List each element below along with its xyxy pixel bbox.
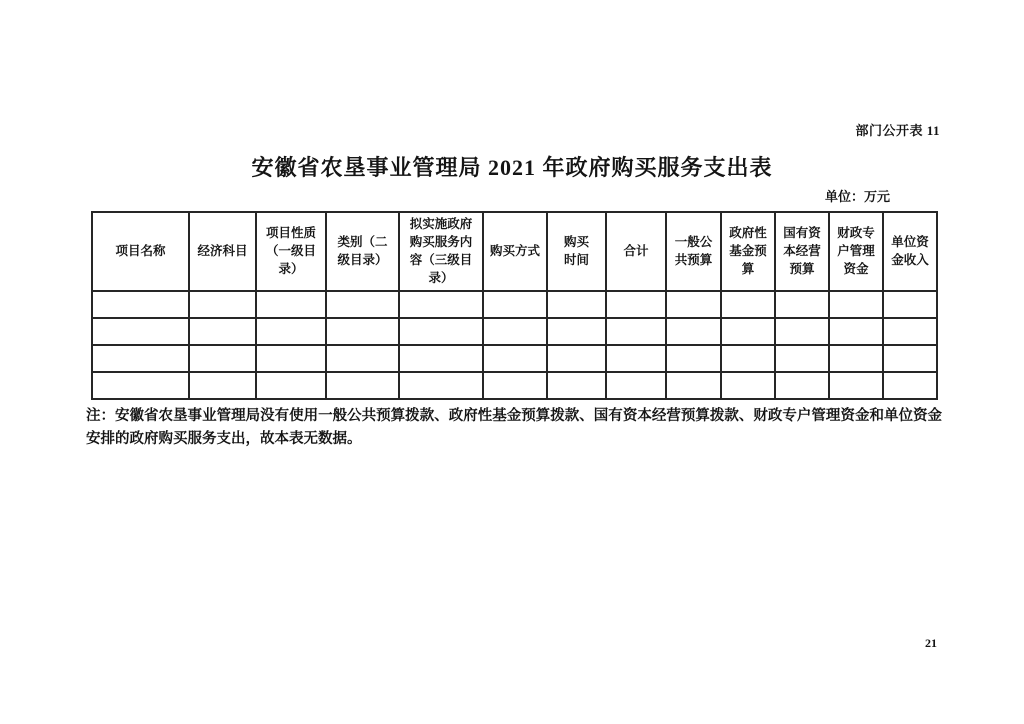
header-cell: 拟实施政府购买服务内容（三级目录） [399,212,483,291]
table-cell [883,318,937,345]
header-cell: 购买时间 [547,212,606,291]
table-cell [547,291,606,318]
table-cell [829,372,883,399]
page-title: 安徽省农垦事业管理局 2021 年政府购买服务支出表 [251,155,773,180]
table-cell [829,318,883,345]
header-cell: 财政专户管理资金 [829,212,883,291]
table-cell [256,318,326,345]
table-cell [547,318,606,345]
table-cell [483,291,547,318]
table-cell [666,291,721,318]
table-row [92,372,937,399]
table-cell [483,372,547,399]
unit-label: 单位：万元 [825,189,891,204]
table-cell [829,345,883,372]
table-cell [775,372,829,399]
table-cell [189,291,256,318]
table-cell [721,318,775,345]
table-cell [547,345,606,372]
table-body [92,291,937,399]
table-cell [326,291,399,318]
doc-label: 部门公开表 11 [855,123,940,138]
table-cell [92,291,189,318]
table-cell [666,345,721,372]
table-cell [721,345,775,372]
table-cell [883,291,937,318]
table-cell [606,318,666,345]
table-cell [189,345,256,372]
table-cell [775,345,829,372]
header-cell: 单位资金收入 [883,212,937,291]
table-cell [326,345,399,372]
header-cell: 类别（二级目录） [326,212,399,291]
table-header-row [92,212,937,291]
table-cell [666,372,721,399]
table-cell [606,291,666,318]
table-cell [189,372,256,399]
table-cell [326,372,399,399]
table-row [92,345,937,372]
header-cell: 合计 [606,212,666,291]
table-cell [399,291,483,318]
header-cell: 项目名称 [92,212,189,291]
table-header [92,212,937,291]
header-cell: 项目性质（一级目录） [256,212,326,291]
page-number: 21 [925,636,937,650]
header-cell: 政府性基金预算 [721,212,775,291]
table-cell [399,345,483,372]
table-cell [883,372,937,399]
table-cell [92,372,189,399]
table-cell [721,291,775,318]
table-cell [326,318,399,345]
header-cell: 国有资本经营预算 [775,212,829,291]
header-cell: 一般公共预算 [666,212,721,291]
table-cell [606,372,666,399]
table-cell [92,345,189,372]
expenditure-table [91,211,938,400]
table-cell [92,318,189,345]
header-cell: 经济科目 [189,212,256,291]
table-cell [483,318,547,345]
table-cell [483,345,547,372]
table-cell [399,318,483,345]
table-cell [775,318,829,345]
table-cell [256,372,326,399]
table-cell [829,291,883,318]
note-text: 注：安徽省农垦事业管理局没有使用一般公共预算拨款、政府性基金预算拨款、国有资本经营预算拨款、财政专户管理资金和单位资金安排的政府购买服务支出，故本表无数据。 [86,408,942,447]
table-cell [189,318,256,345]
table-cell [547,372,606,399]
table-cell [721,372,775,399]
table-row [92,291,937,318]
table-row [92,318,937,345]
table-cell [256,345,326,372]
table-cell [606,345,666,372]
table-cell [256,291,326,318]
header-cell: 购买方式 [483,212,547,291]
table-cell [666,318,721,345]
table-cell [775,291,829,318]
table-cell [399,372,483,399]
table-cell [883,345,937,372]
